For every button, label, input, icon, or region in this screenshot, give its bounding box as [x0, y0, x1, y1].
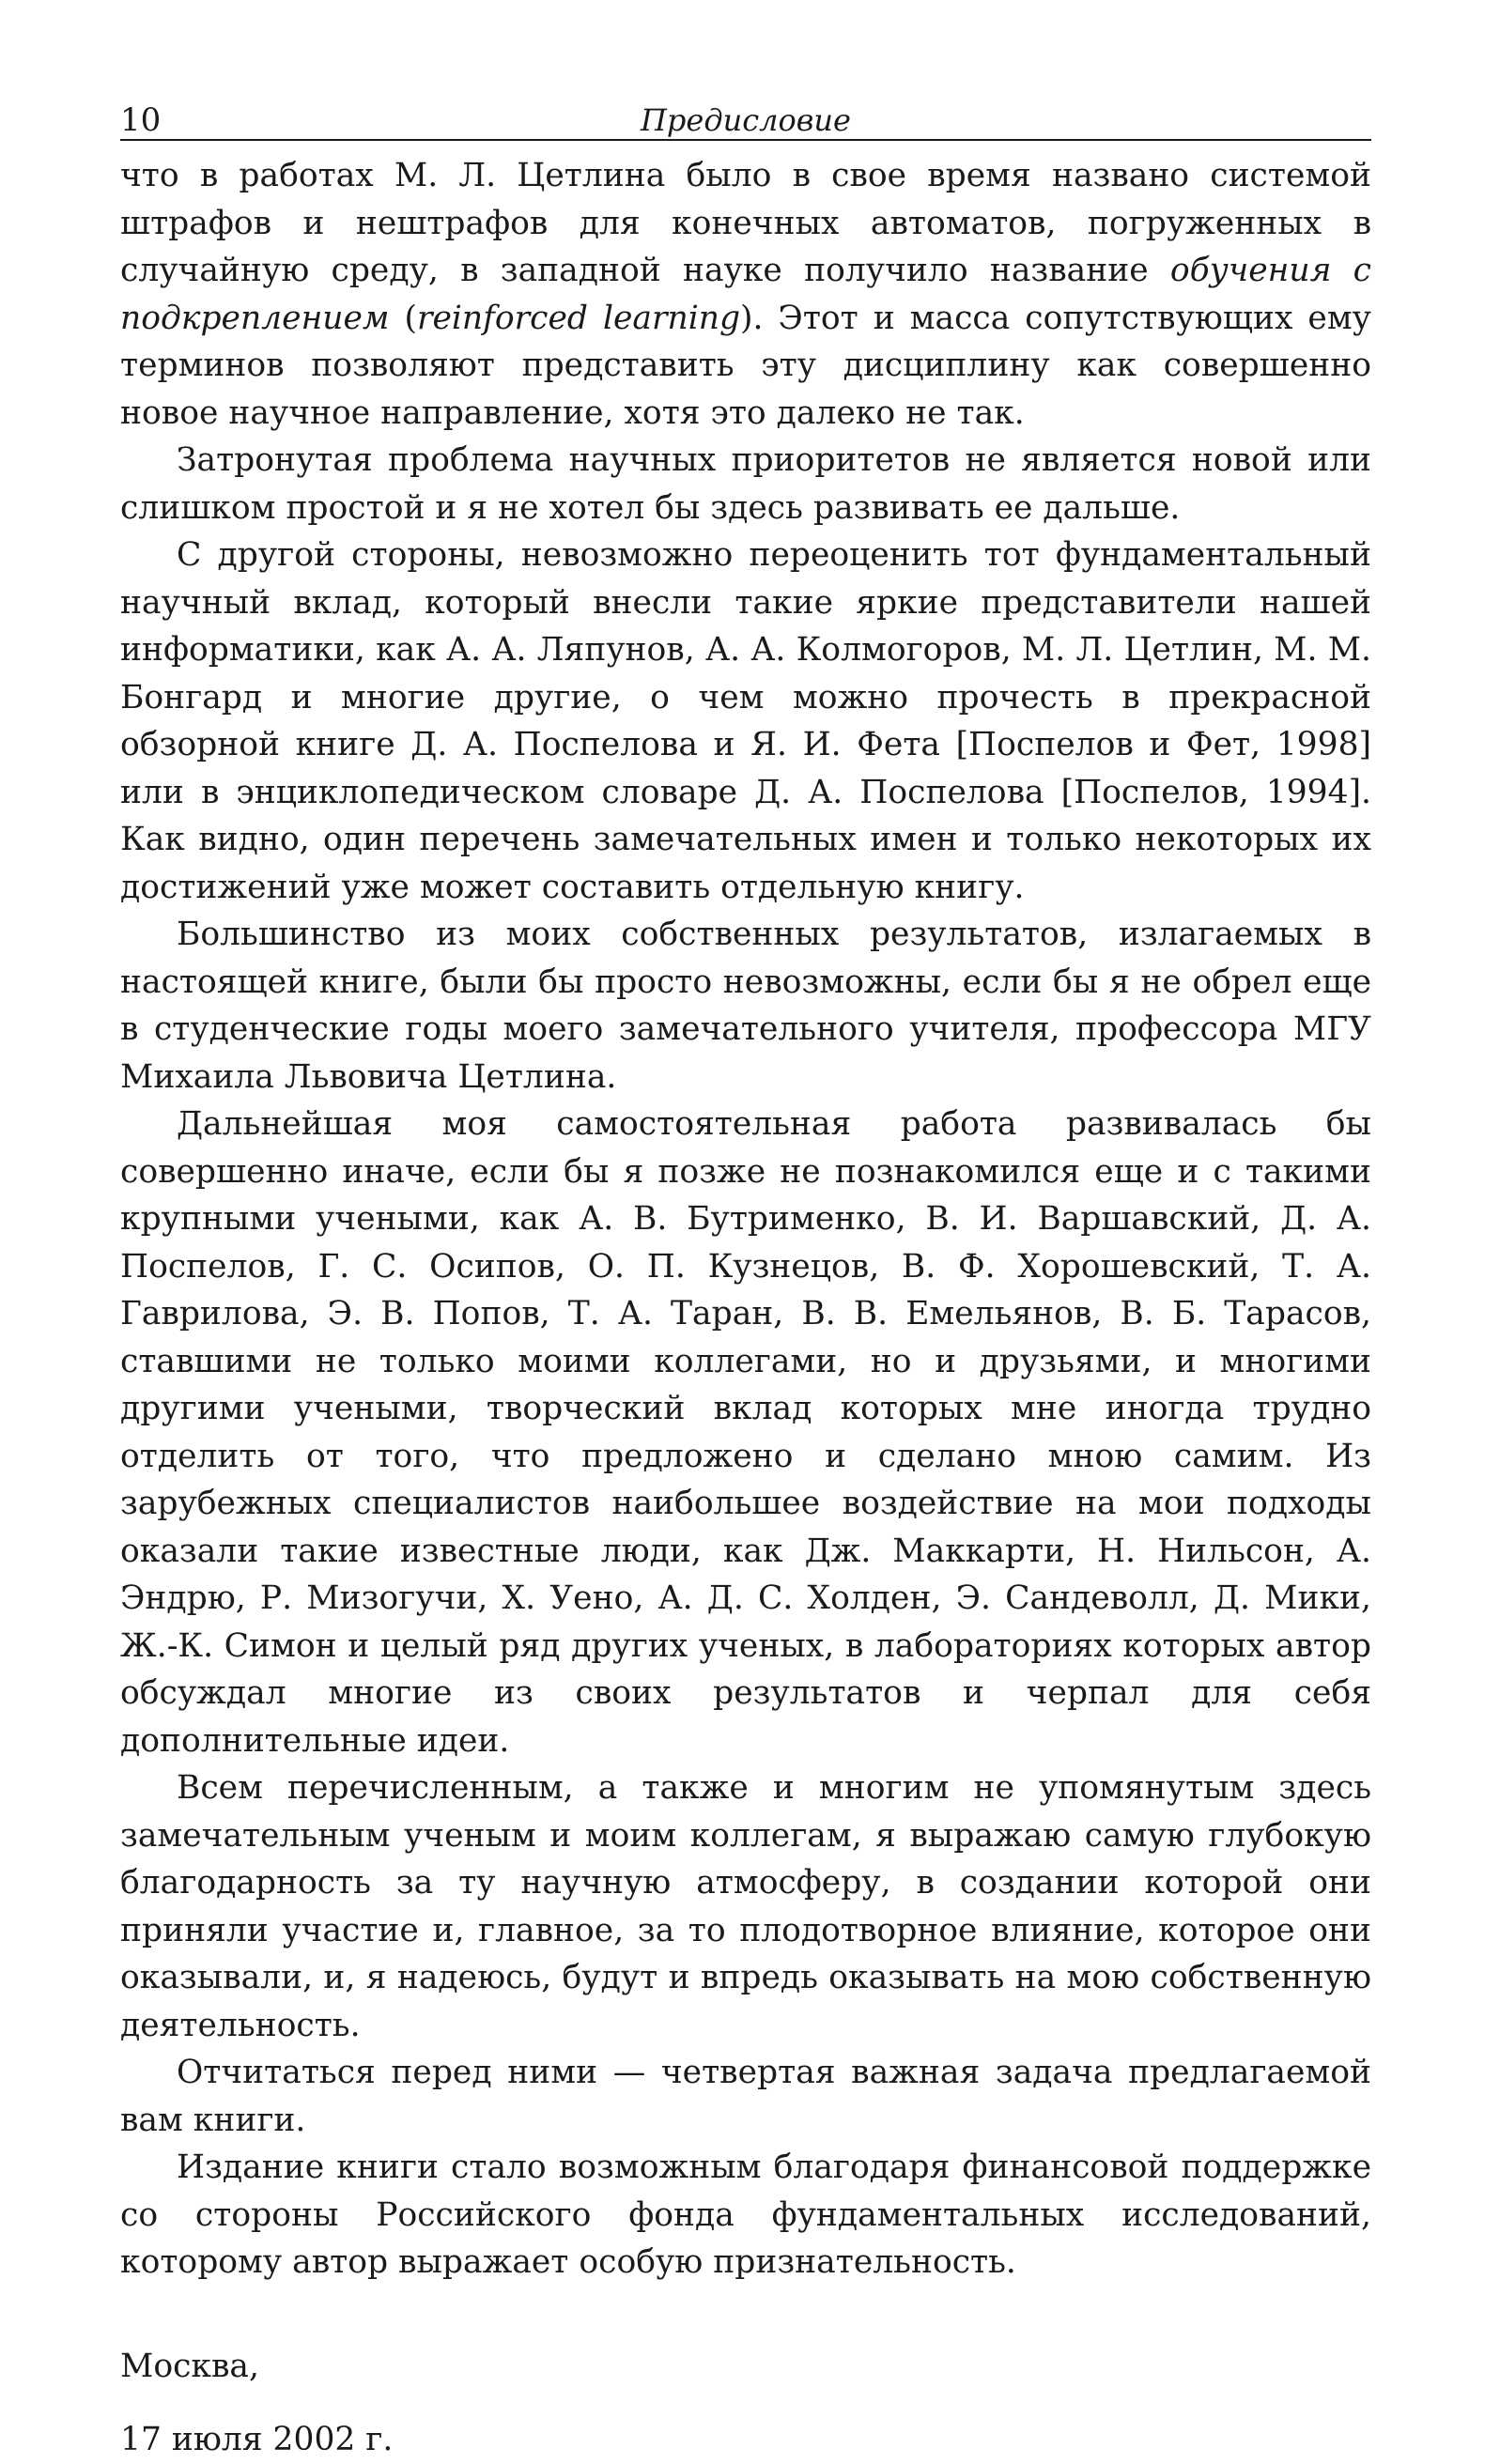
book-page [120, 94, 1371, 2464]
paragraph: Всем перечисленным, а также и многим не упомянутым здесь замечательным ученым и моим коллегам, я выражаю самую глубокую благодарность за ту научную атмосферу, в создании которой они приняли участие и, главное, за то плодотворное влияние, которое они оказывали, и, я надеюсь, будут и впредь оказывать на мою собственную деятельность. [120, 1769, 1371, 2044]
paragraph-text: ). Этот и масса сопутствующих ему терминов позволяют представить эту дисциплину как совершенно новое научное направление, хотя это далеко не так. [120, 299, 1371, 432]
page-header [120, 94, 1371, 141]
paragraph-text: что в работах М. Л. Цетлина было в свое время названо системой штрафов и нештрафов для конечных автоматов, погруженных в случайную среду, в западной науке получило название [120, 157, 1371, 289]
closing-place: Москва, [120, 2347, 259, 2385]
paragraph [120, 152, 1371, 437]
paragraph-text: ( [389, 299, 417, 337]
running-title: Предисловие [641, 102, 851, 138]
paragraph: Большинство из моих собственных результатов, излагаемых в настоящей книге, были бы просто невозможны, если бы я не обрел еще в студенческие годы моего замечательного учителя, профессора МГУ Михаила Львовича Цетлина. [120, 916, 1371, 1096]
paragraph: Дальнейшая моя самостоятельная работа развивалась бы совершенно иначе, если бы я позже не познакомился еще и с такими крупными учеными, как А. В. Бутрименко, В. И. Варшавский, Д. А. Поспелов, Г. С. Осипов, О. П. Кузнецов, В. Ф. Хорошевский, Т. А. Гаврилова, Э. В. Попов, Т. А. Таран, В. В. Емельянов, В. Б. Тарасов, ставшими не только моими коллегами, но и друзьями, и многими другими учеными, творческий вклад которых мне иногда трудно отделить от того, что предложено и сделано мною самим. Из зарубежных специалистов наибольшее воздействие на мои подходы оказали такие известные люди, как Дж. Маккарти, Н. Нильсон, А. Эндрю, Р. Мизогучи, Х. Уено, А. Д. С. Холден, Э. Сандеволл, Д. Мики, Ж.-К. Симон и целый ряд других ученых, в лабораториях которых автор обсуждал многие из своих результатов и черпал для себя дополнительные идеи. [120, 1105, 1371, 1760]
page-number: 10 [120, 101, 162, 139]
body-text [120, 152, 1371, 2287]
paragraph: С другой стороны, невозможно переоценить тот фундаментальный научный вклад, который внесли такие яркие представители нашей информатики, как А. А. Ляпунов, А. А. Колмогоров, М. Л. Цетлин, М. М. Бонгард и многие другие, о чем можно прочесть в прекрасной обзорной книге Д. А. Поспелова и Я. И. Фета [Поспелов и Фет, 1998] или в энциклопедическом словаре Д. А. Поспелова [Поспелов, 1994]. Как видно, один перечень замечательных имен и только некоторых их достижений уже может составить отдельную книгу. [120, 536, 1371, 906]
paragraph: Отчитаться перед ними — четвертая важная задача предлагаемой вам книги. [120, 2054, 1371, 2139]
paragraph: Издание книги стало возможным благодаря финансовой поддержке со стороны Российского фонда фундаментальных исследований, которому автор выражает особую признательность. [120, 2148, 1371, 2281]
italic-term: reinforced learning [416, 299, 741, 337]
italic-term: обучения с подкреплением [120, 252, 1371, 337]
closing-block [120, 2343, 1371, 2464]
closing-date: 17 июля 2002 г. [120, 2421, 394, 2458]
paragraph: Затронутая проблема научных приоритетов не является новой или слишком простой и я не хотел бы здесь развивать ее дальше. [120, 441, 1371, 527]
